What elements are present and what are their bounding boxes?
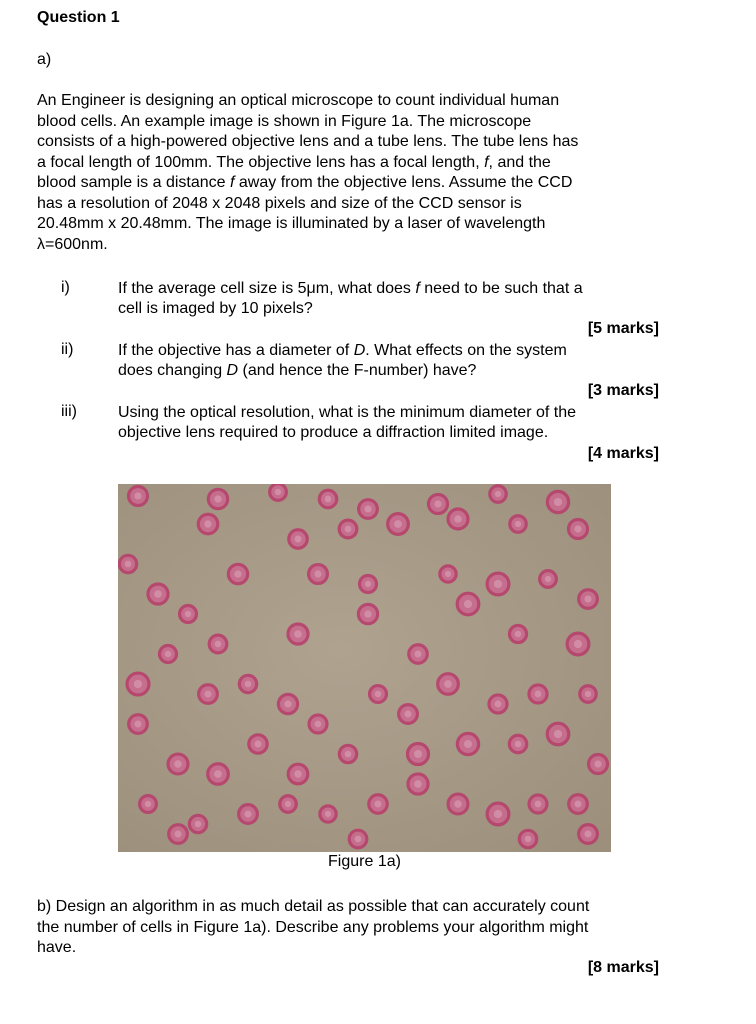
intro-line: An Engineer is designing an optical microscope to count individual human <box>37 92 560 109</box>
subquestion-3-marks: [4 marks] <box>587 445 659 462</box>
blood-cell-center <box>245 681 252 688</box>
blood-cell-center <box>134 492 141 499</box>
subquestion-line: cell is imaged by 10 pixels? <box>118 300 313 317</box>
blood-cell-center <box>375 691 381 697</box>
blood-cell-center <box>434 500 441 507</box>
blood-cell-center <box>574 800 581 807</box>
intro-line: a focal length of 100mm. The objective lens has a focal length, f, and the <box>37 153 551 171</box>
blood-cell-center <box>325 811 331 817</box>
blood-cell-center <box>445 571 451 577</box>
figure-caption: Figure 1a) <box>328 853 401 870</box>
blood-cell-center <box>204 690 211 697</box>
blood-cell-center <box>464 740 472 748</box>
subquestion-line: Using the optical resolution, what is the minimum diameter of the <box>118 404 576 421</box>
subquestion-2-marks: [3 marks] <box>587 382 659 399</box>
blood-cell-center <box>195 821 202 828</box>
blood-cell-center <box>454 800 462 808</box>
blood-cell-center <box>315 721 322 728</box>
part-b-marks: [8 marks] <box>587 959 659 976</box>
blood-cell-center <box>294 630 302 638</box>
subquestion-1-number: i) <box>61 279 70 296</box>
blood-cell-center <box>125 561 132 568</box>
blood-cell-center <box>285 801 291 807</box>
blood-cell-center <box>314 570 321 577</box>
blood-cell-center <box>545 576 551 582</box>
blood-cell-center <box>394 520 402 528</box>
subquestion-1-text <box>118 279 583 319</box>
subquestion-line: does changing D (and hence the F-number) have? <box>118 362 477 379</box>
blood-cell-center <box>515 521 521 527</box>
blood-cell-center <box>154 590 162 598</box>
blood-cell-center <box>414 750 422 758</box>
blood-cell-center <box>574 640 582 648</box>
blood-cell-center <box>364 505 371 512</box>
blood-cell-center <box>495 701 502 708</box>
subquestion-line: If the average cell size is 5μm, what does f need to be such that a <box>118 280 583 297</box>
question-heading: Question 1 <box>37 9 120 26</box>
blood-cell-center <box>584 830 591 837</box>
blood-cell-center <box>174 830 181 837</box>
subquestion-3-number: iii) <box>61 403 77 420</box>
blood-cell-center <box>495 491 501 497</box>
blood-cell-center <box>364 610 371 617</box>
blood-cell-center <box>185 611 191 617</box>
intro-line: 20.48mm x 20.48mm. The image is illuminated by a laser of wavelength <box>37 215 546 232</box>
part-b-line: the number of cells in Figure 1a). Describe any problems your algorithm might <box>37 918 589 936</box>
blood-cell-center <box>134 720 141 727</box>
blood-cell-center <box>204 520 211 527</box>
blood-cell-center <box>464 600 472 608</box>
blood-cell-center <box>535 801 542 808</box>
intro-line: has a resolution of 2048 x 2048 pixels and size of the CCD sensor is <box>37 194 522 212</box>
blood-cell-center <box>355 836 362 843</box>
subquestion-2-text <box>118 341 567 381</box>
blood-cell-center <box>494 580 502 588</box>
blood-cell-center <box>255 741 262 748</box>
blood-cell-center <box>214 770 222 778</box>
blood-cell-center <box>365 581 371 587</box>
blood-cell-center <box>554 498 562 506</box>
blood-cell-center <box>294 770 301 777</box>
blood-cell-center <box>584 595 591 602</box>
subquestion-3-text <box>118 403 576 443</box>
blood-cell-center <box>414 780 422 788</box>
blood-cell-center <box>574 525 581 532</box>
blood-cell-center <box>535 691 542 698</box>
blood-cell-center <box>494 810 502 818</box>
blood-cell-center <box>374 800 381 807</box>
intro-line: blood cells. An example image is shown in Figure 1a. The microscope <box>37 112 532 130</box>
blood-cell-center <box>165 651 171 657</box>
blood-cell-center <box>134 680 142 688</box>
part-a-label: a) <box>37 51 52 68</box>
blood-cell-center <box>515 631 522 638</box>
part-b-line: have. <box>37 939 77 956</box>
intro-line: λ=600nm. <box>37 235 108 253</box>
blood-cell-center <box>234 570 241 577</box>
blood-cell-micrograph <box>118 484 611 852</box>
subquestion-1-marks: [5 marks] <box>587 320 659 337</box>
part-b-paragraph <box>37 897 687 959</box>
blood-cell-center <box>345 526 352 533</box>
blood-cell-center <box>594 760 601 767</box>
blood-cell-center <box>275 489 281 495</box>
intro-line: blood sample is a distance f away from the objective lens. Assume the CCD <box>37 174 573 191</box>
blood-cell-center <box>525 836 532 843</box>
part-b-line: b) Design an algorithm in as much detail as possible that can accurately count <box>37 898 590 915</box>
blood-cell-center <box>585 691 591 697</box>
blood-cell-center <box>145 801 151 807</box>
intro-paragraph <box>37 91 677 255</box>
blood-cell-center <box>215 641 222 648</box>
subquestion-2-number: ii) <box>61 341 74 358</box>
blood-cell-center <box>284 700 291 707</box>
subquestion-line: If the objective has a diameter of D. What effects on the system <box>118 342 567 359</box>
blood-cell-center <box>554 730 562 738</box>
subquestion-line: objective lens required to produce a diffraction limited image. <box>118 424 549 441</box>
blood-cell-center <box>444 680 452 688</box>
blood-cell-center <box>454 515 462 523</box>
blood-cell-center <box>414 650 421 657</box>
intro-line: consists of a high-powered objective lens and a tube lens. The tube lens has <box>37 133 579 150</box>
blood-cell-center <box>244 810 251 817</box>
blood-cell-center <box>325 496 332 503</box>
blood-cell-center <box>214 495 221 502</box>
blood-cell-center <box>174 760 182 768</box>
blood-cell-center <box>294 535 301 542</box>
blood-cell-center <box>345 751 352 758</box>
blood-cell-center <box>515 741 522 748</box>
blood-cell-center <box>404 710 411 717</box>
